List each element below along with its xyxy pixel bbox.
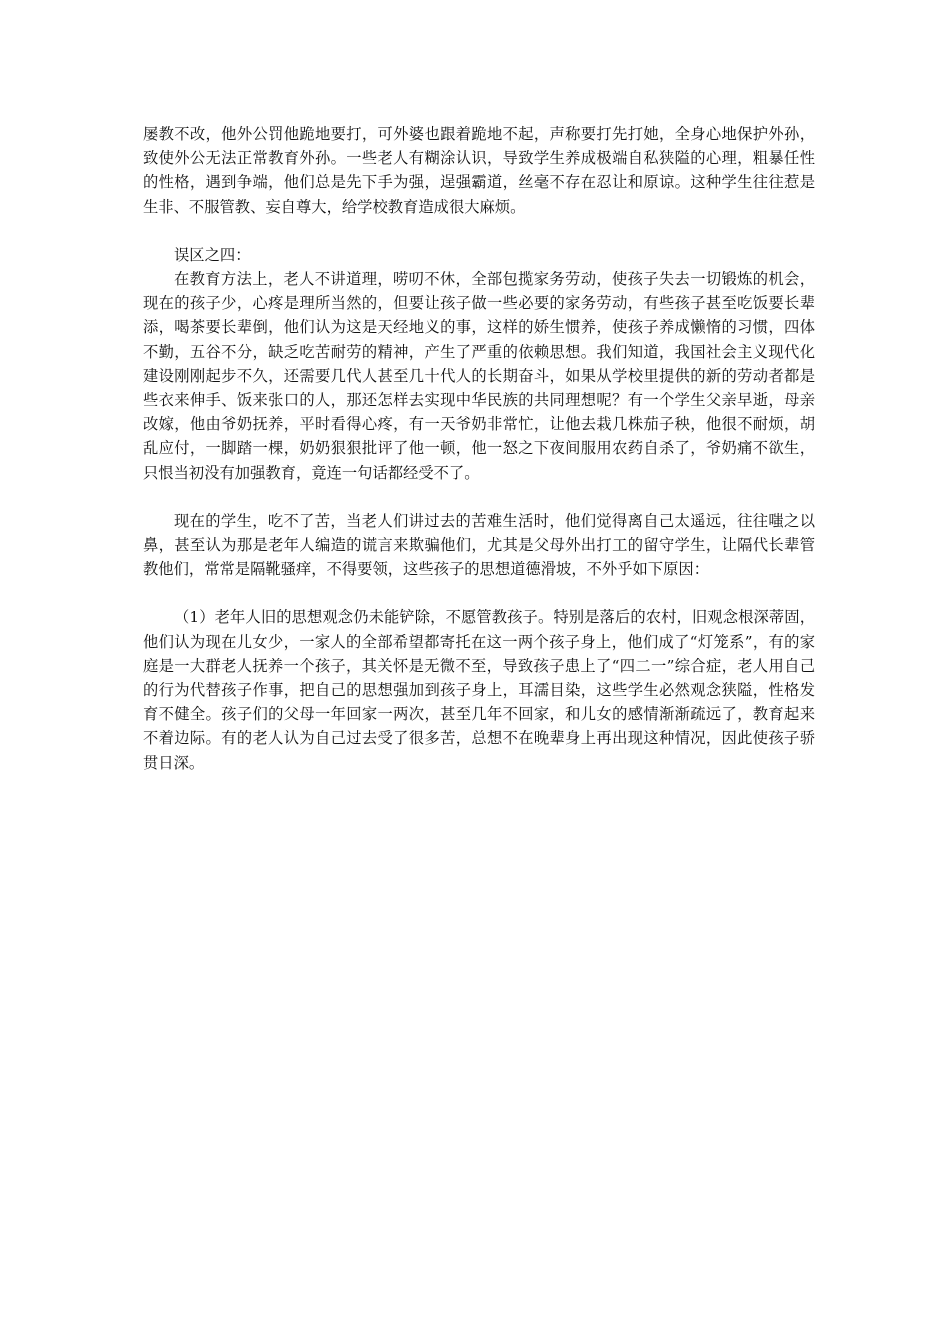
paragraph-2: 在教育方法上，老人不讲道理，唠叨不休，全部包揽家务劳动，使孩子失去一切锻炼的机会，现在的孩子少，心疼是理所当然的，但要让孩子做一些必要的家务劳动，有些孩子甚至吃饭要长辈添，喝茶要长辈倒，他们认为这是天经地义的事，这样的娇生惯养，使孩子养成懒惰的习惯，四体不勤，五谷不分，缺乏吃苦耐劳的精神，产生了严重的依赖思想。我们知道，我国社会主义现代化建设刚刚起步不久，还需要几代人甚至几十代人的长期奋斗，如果从学校里提供的新的劳动者都是些衣来伸手、饭来张口的人，那还怎样去实现中华民族的共同理想呢？有一个学生父亲早逝，母亲改嫁，他由爷奶抚养，平时看得心疼，有一天爷奶非常忙，让他去栽几株茄子秧，他很不耐烦，胡乱应付，一脚踏一棵，奶奶狠狠批评了他一顿，他一怒之下夜间服用农药自杀了，爷奶痛不欲生，只恨当初没有加强教育，竟连一句话都经受不了。	[143, 270, 815, 482]
paragraph-1: 屡教不改，他外公罚他跪地要打，可外婆也跟着跪地不起，声称要打先打她，全身心地保护外孙，致使外公无法正常教育外孙。一些老人有糊涂认识，导致学生养成极端自私狭隘的心理，粗暴任性的性格，遇到争端，他们总是先下手为强，逞强霸道，丝毫不存在忍让和原谅。这种学生往往惹是生非、不服管教、妄自尊大，给学校教育造成很大麻烦。	[143, 125, 815, 216]
paragraph-spacer	[143, 581, 815, 605]
paragraph-spacer	[143, 485, 815, 509]
section-heading-4: 误区之四：	[174, 245, 251, 264]
paragraph-3: 现在的学生，吃不了苦，当老人们讲过去的苦难生活时，他们觉得离自己太遥远，往往嗤之以鼻，甚至认为那是老年人编造的谎言来欺骗他们，尤其是父母外出打工的留守学生，让隔代长辈管教他们，常常是隔靴骚痒，不得要领，这些孩子的思想道德滑坡，不外乎如下原因：	[143, 511, 815, 579]
paragraph-4: （1）老年人旧的思想观念仍未能铲除，不愿管教孩子。特别是落后的农村，旧观念根深蒂固，他们认为现在儿女少，一家人的全部希望都寄托在这一两个孩子身上，他们成了“灯笼系”，有的家庭是一大群老人抚养一个孩子，其关怀是无微不至，导致孩子患上了“四二一”综合症，老人用自己的行为代替孩子作事，把自己的思想强加到孩子身上，耳濡目染，这些学生必然观念狭隘，性格发育不健全。孩子们的父母一年回家一两次，甚至几年不回家，和儿女的感情渐渐疏远了，教育起来不着边际。有的老人认为自己过去受了很多苦，总想不在晚辈身上再出现这种情况，因此使孩子骄贯日深。	[143, 608, 815, 772]
paragraph-spacer	[143, 219, 815, 243]
document-body	[143, 122, 815, 775]
